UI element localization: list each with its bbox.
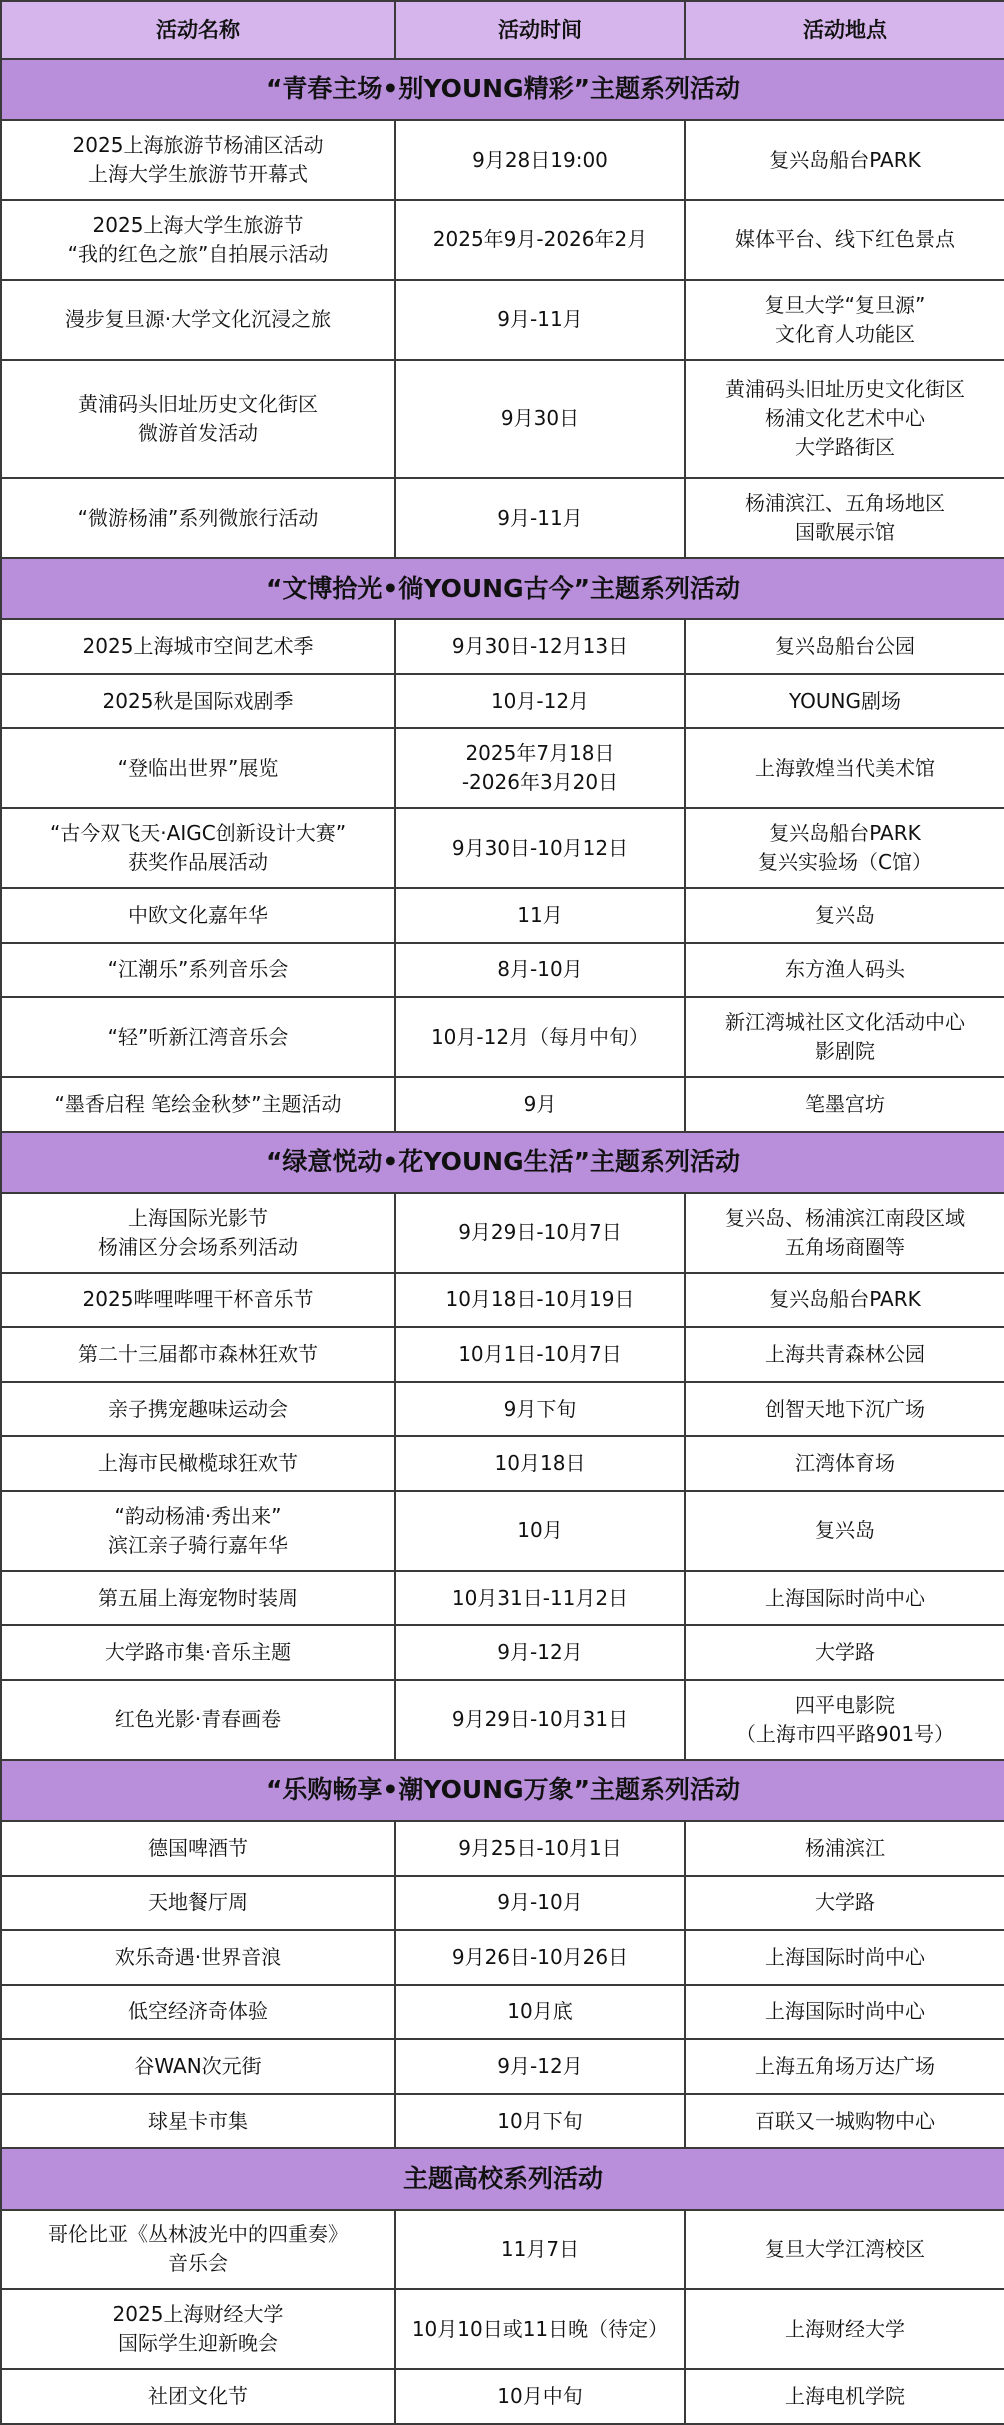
cell-name <box>1 2369 395 2424</box>
cell-time <box>395 1491 685 1571</box>
table-row <box>1 1382 1004 1437</box>
table-row <box>1 280 1004 360</box>
table-row <box>1 2039 1004 2094</box>
table-header <box>1 1 1004 59</box>
cell-time-line: 9月30日 <box>500 406 580 431</box>
table-row <box>1 2289 1004 2369</box>
cell-time-line: 10月下旬 <box>497 2108 583 2133</box>
cell-name <box>1 888 395 943</box>
cell-name-line: 黄浦码头旧址历史文化街区 <box>78 391 318 416</box>
cell-time-line: 9月28日19:00 <box>472 147 608 172</box>
cell-time-line: 10月10日或11日晚（待定） <box>411 2316 669 2341</box>
cell-time <box>395 1821 685 1876</box>
cell-place <box>685 1821 1004 1876</box>
section-header-row <box>1 1760 1004 1821</box>
section-header-row <box>1 2148 1004 2209</box>
cell-name <box>1 1491 395 1571</box>
cell-time <box>395 1625 685 1680</box>
table-row <box>1 1930 1004 1985</box>
cell-place <box>685 2039 1004 2094</box>
cell-place-line: 复旦大学江湾校区 <box>765 2236 925 2261</box>
cell-place-line: 复兴实验场（C馆） <box>758 850 932 875</box>
cell-place-line: 上海五角场万达广场 <box>755 2053 935 2078</box>
cell-name <box>1 1930 395 1985</box>
cell-time <box>395 360 685 478</box>
cell-place <box>685 1491 1004 1571</box>
header-place: 活动地点 <box>685 1 1004 59</box>
cell-name-line: 2025上海大学生旅游节 <box>92 212 304 237</box>
cell-name-line: 音乐会 <box>168 2251 228 2276</box>
cell-place <box>685 997 1004 1077</box>
cell-time <box>395 619 685 674</box>
cell-name-line: 第二十三届都市森林狂欢节 <box>78 1342 318 1366</box>
cell-place <box>685 2094 1004 2149</box>
cell-place <box>685 360 1004 478</box>
table-row <box>1 1273 1004 1328</box>
cell-name <box>1 1985 395 2040</box>
cell-place-line: 复兴岛船台公园 <box>775 634 915 659</box>
table-row <box>1 1680 1004 1760</box>
cell-name-line: 天地餐厅周 <box>148 1890 248 1915</box>
cell-name-line: 滨江亲子骑行嘉年华 <box>108 1532 288 1557</box>
cell-time-line: 9月25日-10月1日 <box>458 1835 622 1860</box>
table-row <box>1 1491 1004 1571</box>
cell-place-line: 大学路街区 <box>795 435 895 460</box>
cell-name <box>1 728 395 808</box>
cell-place-line: 上海财经大学 <box>785 2316 905 2341</box>
table-row <box>1 674 1004 729</box>
cell-name <box>1 1625 395 1680</box>
cell-place-line: 杨浦滨江 <box>805 1835 885 1860</box>
cell-place <box>685 1273 1004 1328</box>
table-row <box>1 1327 1004 1382</box>
cell-time <box>395 674 685 729</box>
cell-name-line: 漫步复旦源·大学文化沉浸之旅 <box>64 307 332 332</box>
cell-place-line: 百联又一城购物中心 <box>755 2108 935 2133</box>
cell-time-line: 9月下旬 <box>503 1396 577 1421</box>
cell-time-line: 10月-12月（每月中旬） <box>430 1024 650 1049</box>
table-row <box>1 2094 1004 2149</box>
cell-place <box>685 1077 1004 1132</box>
cell-name-line: 社团文化节 <box>148 2384 248 2409</box>
cell-name-line: “江潮乐”系列音乐会 <box>107 957 289 982</box>
cell-name-line: 谷WAN次元街 <box>134 2053 262 2078</box>
cell-place-line: 媒体平台、线下红色景点 <box>735 227 955 252</box>
cell-place-line: 复兴岛船台PARK <box>769 821 921 846</box>
cell-name <box>1 120 395 200</box>
cell-time-line: 10月18日 <box>494 1451 586 1476</box>
section-title: 主题高校系列活动 <box>1 2148 1004 2209</box>
cell-time <box>395 1930 685 1985</box>
cell-place <box>685 619 1004 674</box>
cell-name <box>1 808 395 888</box>
cell-name <box>1 2039 395 2094</box>
table-row <box>1 619 1004 674</box>
cell-place <box>685 1625 1004 1680</box>
table-row <box>1 2369 1004 2424</box>
table-body <box>1 59 1004 2424</box>
cell-name-line: 哥伦比亚《丛林波光中的四重奏》 <box>48 2222 348 2247</box>
cell-name-line: 2025上海旅游节杨浦区活动 <box>72 133 324 158</box>
cell-name-line: “轻”听新江湾音乐会 <box>107 1024 289 1049</box>
table-row <box>1 888 1004 943</box>
cell-place-line: 上海国际时尚中心 <box>765 1944 925 1969</box>
cell-place-line: 杨浦滨江、五角场地区 <box>745 491 945 516</box>
cell-time-line: 10月-12月 <box>490 688 590 713</box>
cell-place-line: 复兴岛船台PARK <box>769 147 921 172</box>
section-header-row <box>1 59 1004 120</box>
cell-name-line: 大学路市集·音乐主题 <box>104 1640 292 1665</box>
section-title: “绿意悦动•花YOUNG生活”主题系列活动 <box>1 1132 1004 1193</box>
cell-name-line: 上海市民橄榄球狂欢节 <box>98 1451 298 1476</box>
cell-place-line: 上海共青森林公园 <box>765 1342 925 1366</box>
cell-name <box>1 1273 395 1328</box>
section-title: “青春主场•别YOUNG精彩”主题系列活动 <box>1 59 1004 120</box>
cell-place-line: 复兴岛船台PARK <box>769 1287 921 1312</box>
cell-time-line: 9月29日-10月31日 <box>451 1707 629 1732</box>
cell-name-line: 欢乐奇遇·世界音浪 <box>114 1944 282 1969</box>
cell-time-line: 10月 <box>517 1518 563 1543</box>
cell-name <box>1 1077 395 1132</box>
table-row <box>1 943 1004 998</box>
cell-place-line: 东方渔人码头 <box>785 957 905 982</box>
cell-place-line: 杨浦文化艺术中心 <box>765 406 925 431</box>
cell-time <box>395 200 685 280</box>
table-row <box>1 808 1004 888</box>
cell-time <box>395 728 685 808</box>
cell-place-line: 新江湾城社区文化活动中心 <box>725 1010 965 1035</box>
cell-place <box>685 728 1004 808</box>
cell-name-line: “微游杨浦”系列微旅行活动 <box>77 505 319 530</box>
cell-name-line: 2025上海城市空间艺术季 <box>82 634 314 659</box>
cell-time-line: 9月26日-10月26日 <box>451 1944 629 1969</box>
cell-name-line: 获奖作品展活动 <box>128 850 268 875</box>
cell-name <box>1 2289 395 2369</box>
cell-time-line: 10月18日-10月19日 <box>445 1287 635 1312</box>
cell-time <box>395 943 685 998</box>
cell-time-line: 9月30日-12月13日 <box>451 634 629 659</box>
cell-place <box>685 280 1004 360</box>
section-title: “乐购畅享•潮YOUNG万象”主题系列活动 <box>1 1760 1004 1821</box>
cell-name-line: “登临出世界”展览 <box>117 755 279 780</box>
section-header-row <box>1 1132 1004 1193</box>
cell-name <box>1 1436 395 1491</box>
cell-place <box>685 674 1004 729</box>
cell-time-line: 9月29日-10月7日 <box>458 1220 622 1245</box>
cell-name-line: “古今双飞天·AIGC创新设计大赛” <box>49 821 347 846</box>
cell-place-line: 江湾体育场 <box>795 1451 895 1476</box>
cell-place <box>685 478 1004 558</box>
cell-place <box>685 2369 1004 2424</box>
cell-place <box>685 2210 1004 2290</box>
cell-time-line: 8月-10月 <box>497 957 583 982</box>
cell-time-line: 10月1日-10月7日 <box>458 1342 622 1366</box>
table-row <box>1 478 1004 558</box>
cell-place <box>685 943 1004 998</box>
cell-time <box>395 2289 685 2369</box>
cell-name <box>1 619 395 674</box>
cell-name <box>1 943 395 998</box>
cell-place <box>685 808 1004 888</box>
table-row <box>1 1193 1004 1273</box>
cell-time-line: 10月中旬 <box>497 2384 583 2409</box>
cell-time <box>395 478 685 558</box>
table-row <box>1 1436 1004 1491</box>
cell-place-line: 复兴岛 <box>815 902 875 927</box>
header-name: 活动名称 <box>1 1 395 59</box>
table-row <box>1 120 1004 200</box>
cell-place-line: 上海电机学院 <box>785 2384 905 2409</box>
cell-place-line: 黄浦码头旧址历史文化街区 <box>725 377 965 402</box>
cell-place <box>685 200 1004 280</box>
cell-time <box>395 1436 685 1491</box>
cell-time <box>395 2039 685 2094</box>
table-row <box>1 1821 1004 1876</box>
table-row <box>1 1876 1004 1931</box>
cell-place-line: 四平电影院 <box>795 1692 895 1717</box>
cell-place <box>685 1876 1004 1931</box>
cell-place-line: 国歌展示馆 <box>795 520 895 545</box>
cell-time <box>395 2094 685 2149</box>
table-row <box>1 200 1004 280</box>
cell-name <box>1 280 395 360</box>
table-row <box>1 1625 1004 1680</box>
cell-name-line: 上海国际光影节 <box>128 1205 268 1230</box>
cell-place <box>685 1382 1004 1437</box>
cell-place <box>685 1985 1004 2040</box>
table-row <box>1 1077 1004 1132</box>
cell-place-line: 上海敦煌当代美术馆 <box>755 755 935 780</box>
cell-name <box>1 1382 395 1437</box>
cell-name-line: 2025上海财经大学 <box>112 2302 284 2327</box>
cell-name-line: 德国啤酒节 <box>148 1835 248 1860</box>
cell-time <box>395 120 685 200</box>
section-title: “文博拾光•徜YOUNG古今”主题系列活动 <box>1 558 1004 619</box>
cell-name <box>1 1821 395 1876</box>
cell-time-line: 10月31日-11月2日 <box>451 1585 629 1610</box>
cell-name-line: 中欧文化嘉年华 <box>128 902 268 927</box>
cell-time <box>395 1680 685 1760</box>
cell-place-line: 大学路 <box>815 1890 875 1915</box>
cell-name-line: 国际学生迎新晚会 <box>118 2331 278 2356</box>
cell-place <box>685 2289 1004 2369</box>
cell-time <box>395 1077 685 1132</box>
table-row <box>1 1571 1004 1626</box>
cell-place <box>685 1571 1004 1626</box>
cell-name <box>1 478 395 558</box>
cell-place <box>685 1680 1004 1760</box>
cell-place-line: 文化育人功能区 <box>775 321 915 346</box>
cell-place <box>685 1930 1004 1985</box>
cell-time <box>395 2369 685 2424</box>
cell-time <box>395 808 685 888</box>
cell-name <box>1 1571 395 1626</box>
cell-time-line: 9月-12月 <box>497 2053 583 2078</box>
cell-name-line: 球星卡市集 <box>148 2108 248 2133</box>
cell-time-line: 9月-12月 <box>497 1640 583 1665</box>
cell-place-line: 复兴岛 <box>815 1518 875 1543</box>
cell-time <box>395 1327 685 1382</box>
cell-time <box>395 2210 685 2290</box>
cell-name <box>1 997 395 1077</box>
cell-place <box>685 1327 1004 1382</box>
cell-place-line: 五角场商圈等 <box>785 1234 905 1259</box>
cell-time <box>395 1571 685 1626</box>
cell-name-line: 2025哔哩哔哩干杯音乐节 <box>82 1287 314 1312</box>
cell-time <box>395 1876 685 1931</box>
cell-time <box>395 1193 685 1273</box>
cell-time <box>395 1382 685 1437</box>
section-header-row <box>1 558 1004 619</box>
cell-name-line: 上海大学生旅游节开幕式 <box>88 162 308 187</box>
cell-time-line: 2025年9月-2026年2月 <box>432 227 648 252</box>
cell-name-line: 2025秋是国际戏剧季 <box>102 688 294 713</box>
cell-place-line: 上海国际时尚中心 <box>765 1585 925 1610</box>
cell-place-line: （上海市四平路901号） <box>735 1721 955 1746</box>
cell-place-line: 创智天地下沉广场 <box>765 1396 925 1421</box>
cell-place <box>685 888 1004 943</box>
cell-name <box>1 1327 395 1382</box>
cell-time <box>395 280 685 360</box>
cell-place-line: 复旦大学“复旦源” <box>764 292 926 317</box>
cell-time <box>395 1273 685 1328</box>
cell-time-line: 10月底 <box>507 1999 573 2024</box>
cell-name-line: 第五届上海宠物时装周 <box>98 1585 298 1610</box>
cell-place <box>685 120 1004 200</box>
cell-time-line: 9月 <box>523 1091 557 1116</box>
cell-name <box>1 674 395 729</box>
cell-name <box>1 1680 395 1760</box>
cell-name <box>1 200 395 280</box>
cell-name-line: 红色光影·青春画卷 <box>114 1707 282 1732</box>
table-row <box>1 728 1004 808</box>
cell-name-line: 低空经济奇体验 <box>128 1999 268 2024</box>
cell-time-line: 11月7日 <box>500 2236 580 2261</box>
cell-place-line: 影剧院 <box>815 1039 875 1064</box>
cell-time-line: 9月-11月 <box>497 505 583 530</box>
cell-place <box>685 1436 1004 1491</box>
cell-place-line: 笔墨宫坊 <box>805 1091 885 1116</box>
cell-name <box>1 2210 395 2290</box>
cell-name <box>1 2094 395 2149</box>
cell-time-line: -2026年3月20日 <box>461 770 619 795</box>
cell-name-line: 亲子携宠趣味运动会 <box>108 1396 288 1421</box>
cell-time-line: 9月-10月 <box>497 1890 583 1915</box>
header-time: 活动时间 <box>395 1 685 59</box>
cell-place-line: YOUNG剧场 <box>789 688 901 713</box>
cell-time-line: 9月30日-10月12日 <box>451 835 629 860</box>
table-row <box>1 360 1004 478</box>
cell-name <box>1 1876 395 1931</box>
cell-time-line: 9月-11月 <box>497 307 583 332</box>
cell-name-line: “我的红色之旅”自拍展示活动 <box>67 241 329 266</box>
table-row <box>1 997 1004 1077</box>
cell-place-line: 复兴岛、杨浦滨江南段区域 <box>725 1205 965 1230</box>
cell-name <box>1 360 395 478</box>
cell-name-line: 微游首发活动 <box>138 420 258 445</box>
cell-time <box>395 997 685 1077</box>
cell-place-line: 大学路 <box>815 1640 875 1665</box>
cell-name-line: “墨香启程 笔绘金秋梦”主题活动 <box>54 1091 342 1116</box>
cell-place-line: 上海国际时尚中心 <box>765 1999 925 2024</box>
cell-time <box>395 888 685 943</box>
header-row <box>1 1 1004 59</box>
table-row <box>1 1985 1004 2040</box>
cell-name-line: 杨浦区分会场系列活动 <box>98 1234 298 1259</box>
cell-name <box>1 1193 395 1273</box>
cell-place <box>685 1193 1004 1273</box>
cell-time-line: 2025年7月18日 <box>465 741 615 766</box>
cell-name-line: “韵动杨浦·秀出来” <box>114 1503 282 1528</box>
cell-time <box>395 1985 685 2040</box>
table-row <box>1 2210 1004 2290</box>
cell-time-line: 11月 <box>517 902 563 927</box>
